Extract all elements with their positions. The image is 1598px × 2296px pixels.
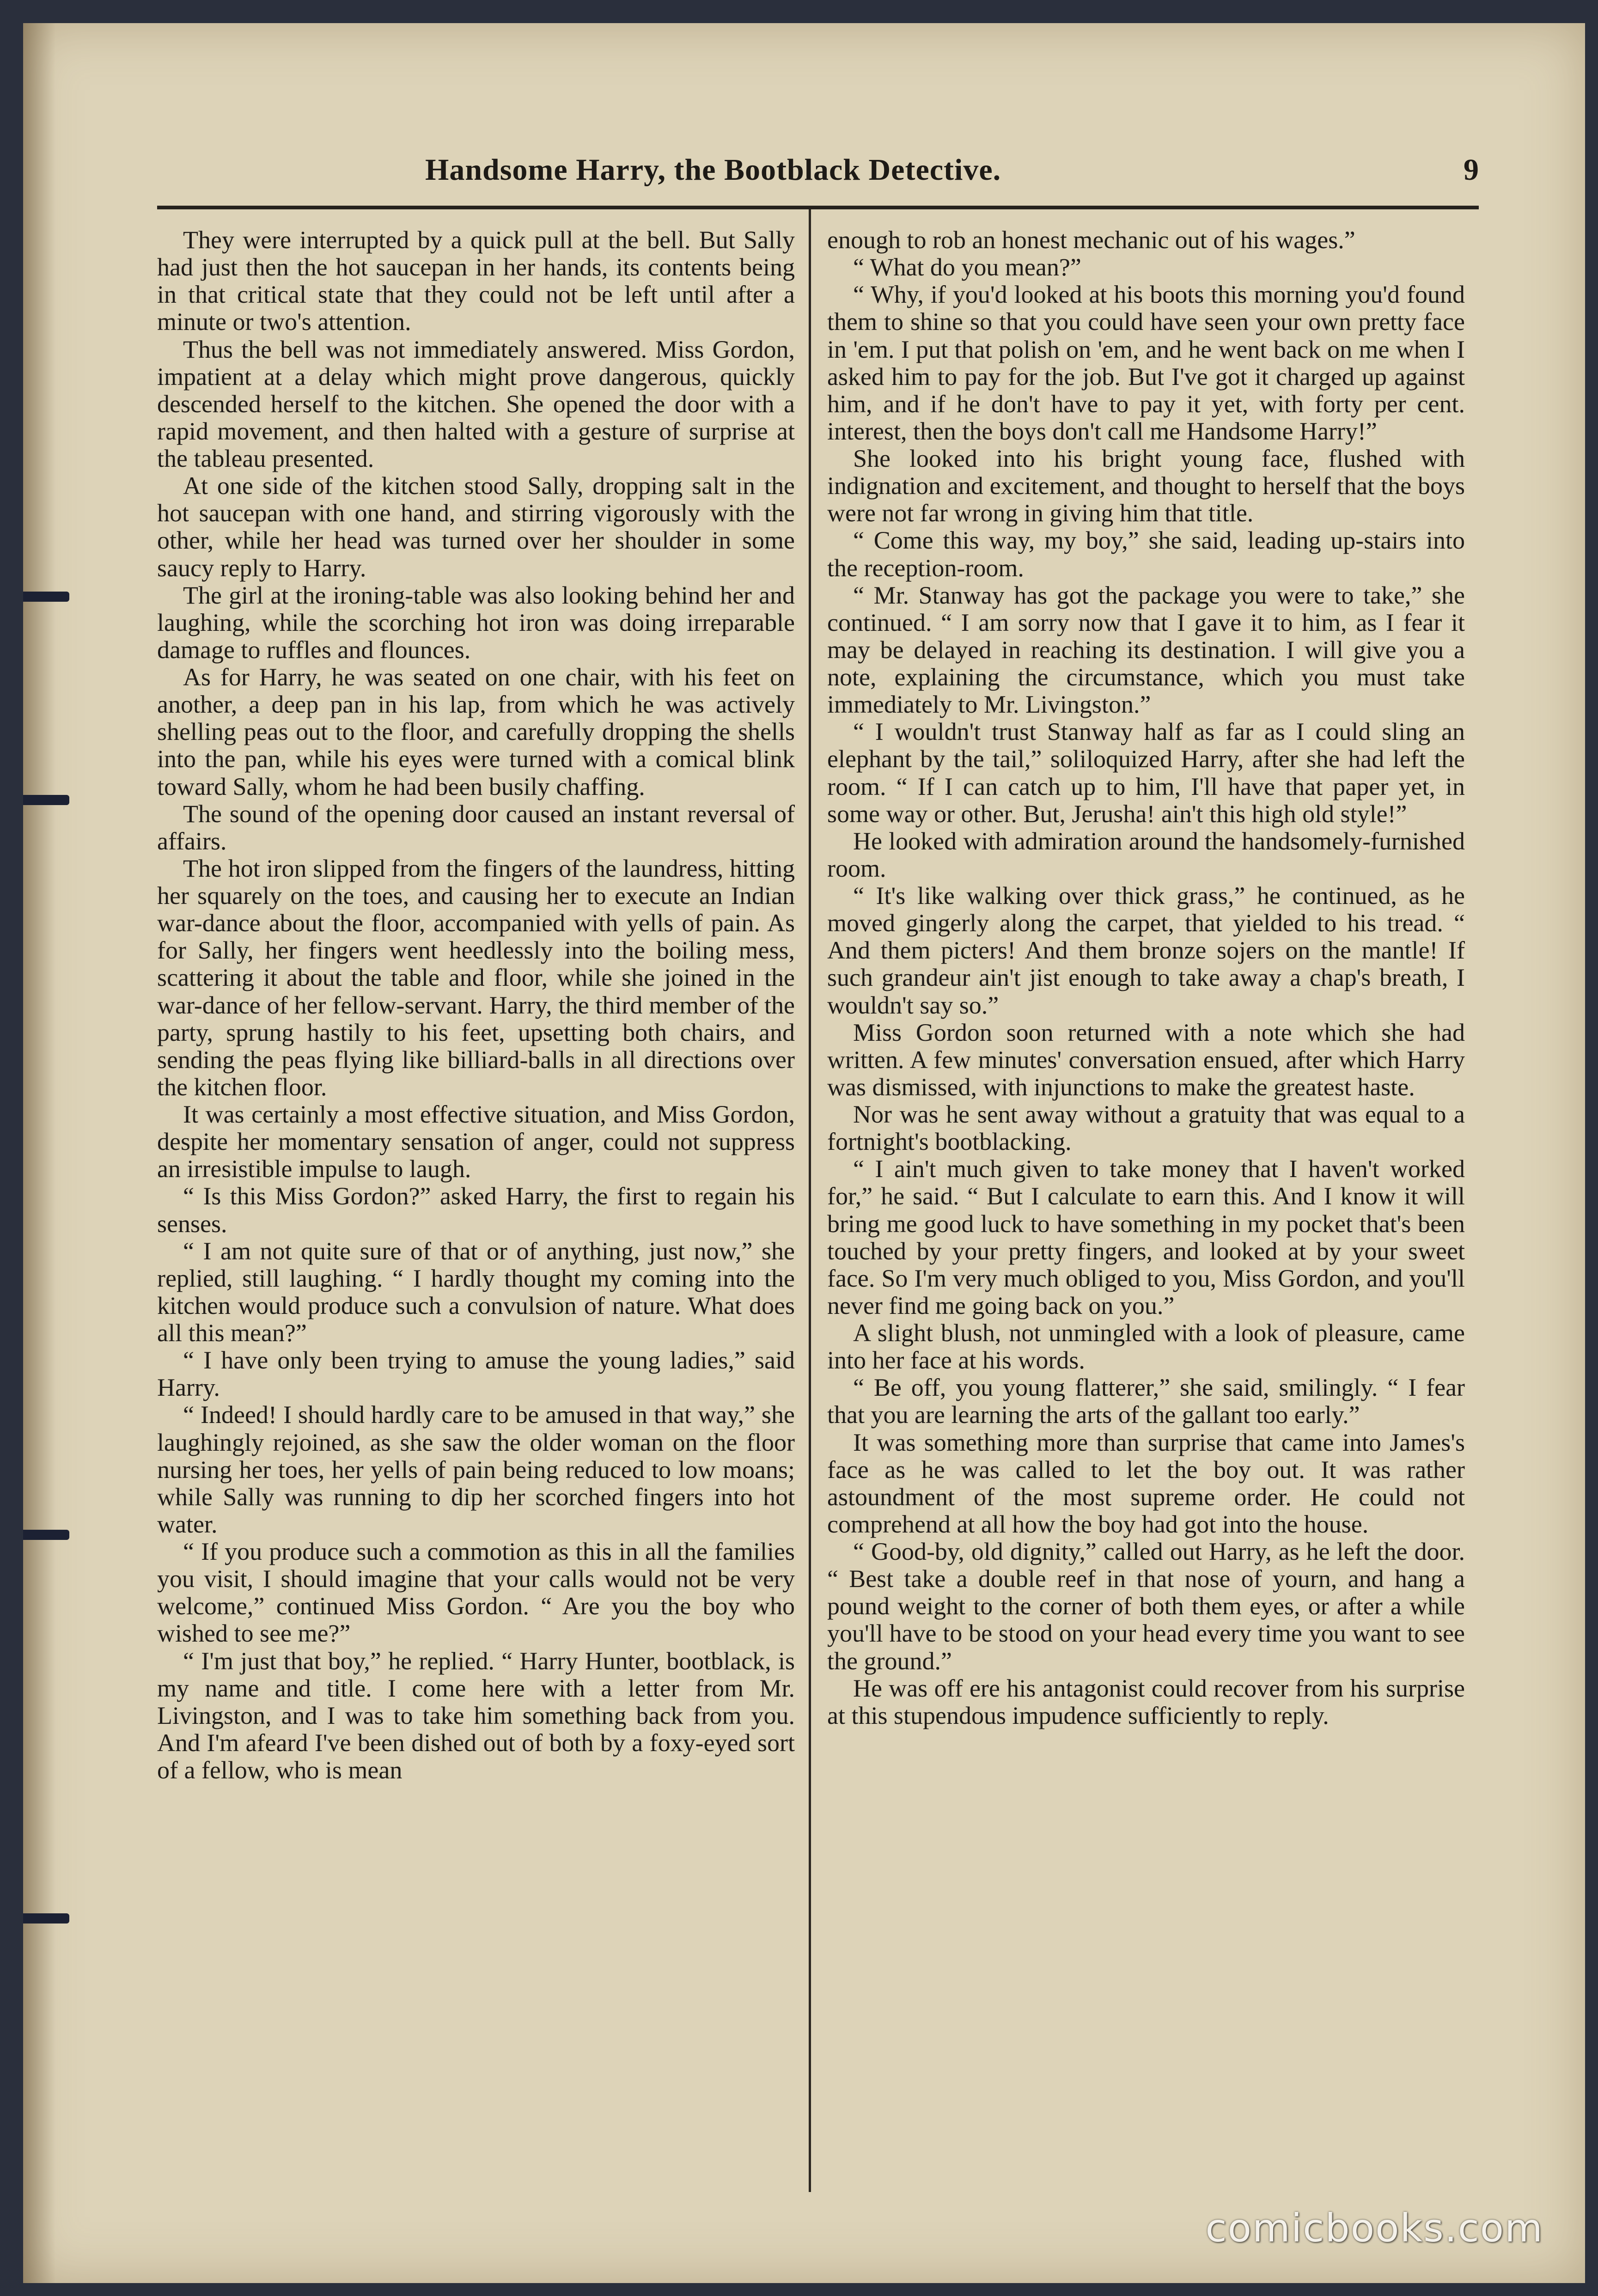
paragraph-continuation: enough to rob an honest mechanic out of his wages.”: [827, 226, 1355, 254]
paragraph: As for Harry, he was seated on one chair, with his feet on another, a deep pan in his lap, from which he was actively shelling peas out to the floor, and carefully dropping the shells into the pan, while his eyes were turned with a comical blink toward Sally, whom he had been busily chaffing.: [157, 663, 795, 800]
paragraph: It was certainly a most effective situation, and Miss Gordon, despite her momentary sensation of anger, could not suppress an irresistible impulse to laugh.: [157, 1100, 795, 1183]
paragraph: “ I am not quite sure of that or of anything, just now,” she replied, still laughing. “ I hardly thought my coming into the kitchen would produce such a convulsion of nature. What does all this mean?”: [157, 1237, 795, 1347]
page-number: 9: [1464, 153, 1479, 187]
book-page: [23, 23, 1585, 2283]
column-rule: [809, 209, 811, 2192]
paragraph: She looked into his bright young face, flushed with indignation and excitement, and thought to herself that the boys were not far wrong in giving him that title.: [827, 445, 1465, 527]
paragraph: They were interrupted by a quick pull at the bell. But Sally had just then the hot saucepan in her hands, its contents being in that critical state that they could not be left until after a minute or two's attention.: [157, 226, 795, 336]
header-rule: [157, 206, 1479, 209]
paragraph: He was off ere his antagonist could recover from his surprise at this stupendous impudence sufficiently to reply.: [827, 1674, 1465, 1729]
right-column: [827, 226, 1465, 1729]
paragraph: “ Indeed! I should hardly care to be amused in that way,” she laughingly rejoined, as she saw the older woman on the floor nursing her toes, her yells of pain being reduced to low moans; while Sally was running to dip her scorched fingers into hot water.: [157, 1401, 795, 1538]
paragraph: The hot iron slipped from the fingers of the laundress, hitting her squarely on the toes, and causing her to execute an Indian war-dance about the floor, accompanied with yells of pain. As for Sally, her fingers went heedlessly into the boiling mess, scattering it about the table and floor, while she joined in the war-dance of her fellow-servant. Harry, the third member of the party, sprung hastily to his feet, upsetting both chairs, and sending the peas flying like billiard-balls in all directions over the kitchen floor.: [157, 854, 795, 1101]
paragraph: “ What do you mean?”: [853, 253, 1081, 281]
paragraph: “ Good-by, old dignity,” called out Harry, as he left the door. “ Best take a double reef in that nose of yourn, and hang a pound weight to the corner of both them eyes, or after a while you'll have to be stood on your head every time you want to see the ground.”: [827, 1538, 1465, 1675]
paragraph: “ I wouldn't trust Stanway half as far as I could sling an elephant by the tail,” soliloquized Harry, after she had left the room. “ If I can catch up to him, I'll have that paper yet, in some way or other. But, Jerusha! ain't this high old style!”: [827, 718, 1465, 828]
binding-stitch: [23, 795, 69, 805]
paragraph: “ I ain't much given to take money that I haven't worked for,” he said. “ But I calculate to earn this. And I know it will bring me good luck to have something in my pocket that's been touched by your pretty fingers, and looked at by your sweet face. So I'm very much obliged to you, Miss Gordon, and you'll never find me going back on you.”: [827, 1155, 1465, 1319]
paragraph: “ If you produce such a commotion as this in all the families you visit, I should imagine that your calls would not be very welcome,” continued Miss Gordon. “ Are you the boy who wished to see me?”: [157, 1538, 795, 1648]
paragraph: At one side of the kitchen stood Sally, dropping salt in the hot saucepan with one hand, and stirring vigorously with the other, while her head was turned over her shoulder in some saucy reply to Harry.: [157, 472, 795, 582]
paragraph: The girl at the ironing-table was also looking behind her and laughing, while the scorching hot iron was doing irreparable damage to ruffles and flounces.: [157, 581, 795, 664]
watermark: comicbooks.com: [1205, 2205, 1543, 2251]
paragraph: “ Is this Miss Gordon?” asked Harry, the first to regain his senses.: [157, 1182, 795, 1238]
paragraph: “ Why, if you'd looked at his boots this morning you'd found them to shine so that you could have seen your own pretty face in 'em. I put that polish on 'em, and he went back on me when I asked him to pay for the job. But I've got it charged up against him, and if he don't have to pay it yet, with forty per cent. interest, then the boys don't call me Handsome Harry!”: [827, 281, 1465, 445]
paragraph: Nor was he sent away without a gratuity that was equal to a fortnight's bootblacking.: [827, 1100, 1465, 1156]
paragraph: He looked with admiration around the handsomely-furnished room.: [827, 827, 1465, 882]
paragraph: The sound of the opening door caused an instant reversal of affairs.: [157, 800, 795, 855]
paragraph: Thus the bell was not immediately answered. Miss Gordon, impatient at a delay which might prove dangerous, quickly descended herself to the kitchen. She opened the door with a rapid movement, and then halted with a gesture of surprise at the tableau presented.: [157, 335, 795, 472]
left-column: [157, 226, 795, 1784]
running-title: Handsome Harry, the Bootblack Detective.: [425, 153, 1001, 187]
binding-stitch: [23, 592, 69, 602]
binding-stitch: [23, 1913, 69, 1924]
running-head: [157, 148, 1479, 199]
paragraph: It was something more than surprise that came into James's face as he was called to let the boy out. It was rather astoundment of the most supreme order. He could not comprehend at all how the boy had got into the house.: [827, 1428, 1465, 1538]
paragraph: “ Be off, you young flatterer,” she said, smilingly. “ I fear that you are learning the arts of the gallant too early.”: [827, 1374, 1465, 1429]
paragraph: “ Mr. Stanway has got the package you were to take,” she continued. “ I am sorry now that I gave it to him, as I fear it may be delayed in reaching its destination. I will give you a note, explaining the circumstance, which you must take immediately to Mr. Livingston.”: [827, 581, 1465, 719]
paragraph: “ It's like walking over thick grass,” he continued, as he moved gingerly along the carpet, that yielded to his tread. “ And them picters! And them bronze sojers on the mantle! If such grandeur ain't jist enough to take away a chap's breath, I wouldn't say so.”: [827, 882, 1465, 1019]
paragraph: Miss Gordon soon returned with a note which she had written. A few minutes' conversation ensued, after which Harry was dismissed, with injunctions to make the greatest haste.: [827, 1018, 1465, 1101]
paragraph: “ I have only been trying to amuse the young ladies,” said Harry.: [157, 1346, 795, 1402]
paragraph: “ I'm just that boy,” he replied. “ Harry Hunter, bootblack, is my name and title. I come here with a letter from Mr. Livingston, and I was to take him something back from you. And I'm afeard I've been dished out of both by a foxy-eyed sort of a fellow, who is mean: [157, 1647, 795, 1784]
binding-stitch: [23, 1530, 69, 1540]
paragraph: A slight blush, not unmingled with a look of pleasure, came into her face at his words.: [827, 1319, 1465, 1374]
paragraph: “ Come this way, my boy,” she said, leading up-stairs into the reception-room.: [827, 526, 1465, 582]
